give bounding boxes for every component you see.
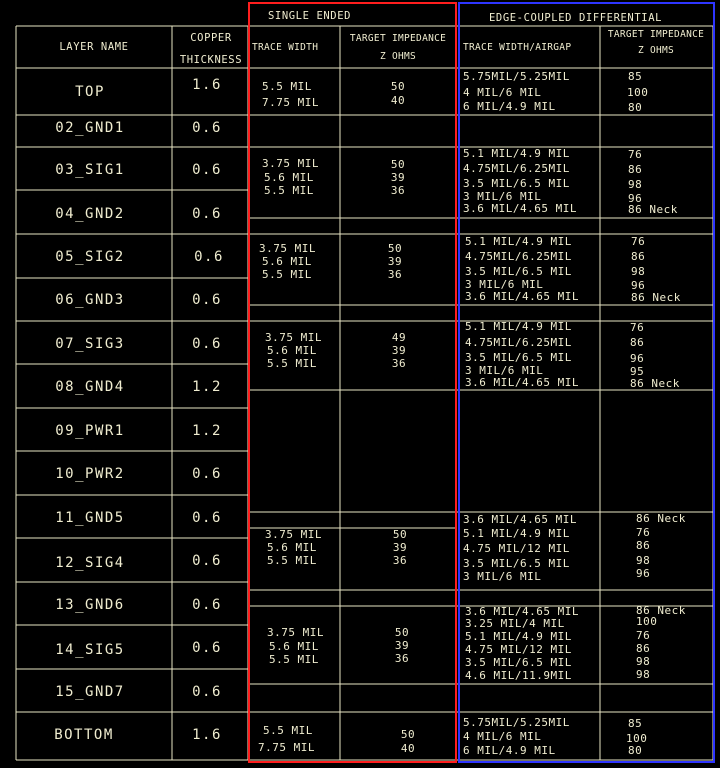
copper-thickness: 0.6: [192, 206, 222, 222]
layer-name: 08_GND4: [55, 379, 125, 395]
trace-airgap-value: 3.6 MIL/4.65 MIL: [465, 605, 579, 618]
trace-airgap-value: 4.75 MIL/12 MIL: [465, 643, 572, 656]
impedance-value: 100: [636, 615, 658, 628]
impedance-value: 80: [628, 744, 643, 757]
impedance-value: 76: [631, 235, 646, 248]
layer-name: BOTTOM: [54, 727, 114, 743]
impedance-value: 39: [387, 255, 403, 268]
impedance-value: 98: [636, 668, 651, 681]
impedance-value: 76: [636, 526, 651, 539]
trace-airgap-value: 5.1 MIL/4.9 MIL: [465, 320, 572, 333]
impedance-value: 50: [400, 728, 416, 741]
diff-target-header-line1: TARGET IMPEDANCE: [607, 29, 705, 40]
trace-width-value: 7.75 MIL: [258, 741, 315, 754]
impedance-value: 86 Neck: [636, 512, 686, 525]
trace-airgap-value: 3.5 MIL/6.5 MIL: [465, 351, 572, 364]
copper-thickness: 0.6: [194, 249, 224, 265]
impedance-value: 50: [392, 528, 408, 541]
copper-thickness: 0.6: [192, 466, 222, 482]
trace-airgap-value: 3.5 MIL/6.5 MIL: [465, 265, 572, 278]
copper-header-line2: THICKNESS: [179, 54, 243, 66]
target-impedance-header-line2: Z OHMS: [379, 51, 417, 62]
layer-name: 04_GND2: [55, 206, 125, 222]
layer-name: 15_GND7: [55, 684, 125, 700]
impedance-value: 39: [394, 639, 410, 652]
impedance-value: 100: [626, 732, 648, 745]
impedance-value: 80: [628, 101, 643, 114]
impedance-value: 86 Neck: [628, 203, 678, 216]
copper-thickness: 0.6: [192, 597, 222, 613]
trace-airgap-value: 3.5 MIL/6.5 MIL: [465, 656, 572, 669]
impedance-value: 36: [387, 268, 403, 281]
copper-thickness: 0.6: [192, 162, 222, 178]
trace-width-value: 3.75 MIL: [265, 331, 322, 344]
layer-name: 11_GND5: [55, 510, 125, 526]
layer-name: 12_SIG4: [55, 555, 125, 571]
edge-coupled-title: EDGE-COUPLED DIFFERENTIAL: [489, 12, 663, 24]
trace-airgap-value: 3.6 MIL/4.65 MIL: [463, 202, 577, 215]
trace-airgap-value: 3.6 MIL/4.65 MIL: [463, 513, 577, 526]
impedance-value: 76: [628, 148, 643, 161]
trace-width-header: TRACE WIDTH: [252, 42, 319, 53]
layer-name: 02_GND1: [55, 120, 125, 136]
trace-airgap-value: 3.5 MIL/6.5 MIL: [463, 557, 570, 570]
trace-width-value: 5.6 MIL: [267, 541, 317, 554]
trace-width-value: 7.75 MIL: [262, 96, 319, 109]
trace-airgap-value: 5.1 MIL/4.9 MIL: [465, 235, 572, 248]
impedance-value: 36: [390, 184, 406, 197]
impedance-value: 95: [630, 365, 645, 378]
copper-thickness: 0.6: [192, 553, 222, 569]
trace-width-value: 5.6 MIL: [262, 255, 312, 268]
copper-thickness: 0.6: [192, 510, 222, 526]
impedance-value: 85: [628, 70, 643, 83]
trace-airgap-value: 6 MIL/4.9 MIL: [463, 100, 556, 113]
diff-target-header-line2: Z OHMS: [637, 45, 675, 56]
copper-thickness: 0.6: [192, 684, 222, 700]
single-ended-title: SINGLE ENDED: [268, 10, 352, 22]
trace-width-value: 3.75 MIL: [262, 157, 319, 170]
impedance-value: 86: [630, 336, 645, 349]
copper-thickness: 1.2: [192, 379, 222, 395]
trace-width-value: 3.75 MIL: [265, 528, 322, 541]
layer-name-header: LAYER NAME: [59, 41, 129, 53]
layer-name: 06_GND3: [55, 292, 125, 308]
trace-airgap-value: 4.75MIL/6.25MIL: [465, 250, 572, 263]
impedance-value: 96: [630, 352, 645, 365]
trace-airgap-value: 6 MIL/4.9 MIL: [463, 744, 556, 757]
copper-thickness: 0.6: [192, 640, 222, 656]
impedance-value: 39: [390, 171, 406, 184]
trace-width-value: 3.75 MIL: [259, 242, 316, 255]
trace-airgap-value: 3 MIL/6 MIL: [465, 278, 544, 291]
trace-airgap-value: 5.1 MIL/4.9 MIL: [463, 527, 570, 540]
trace-airgap-value: 4.75MIL/6.25MIL: [463, 162, 570, 175]
trace-width-value: 5.6 MIL: [267, 344, 317, 357]
impedance-value: 96: [631, 279, 646, 292]
impedance-value: 86: [631, 250, 646, 263]
layer-name: 10_PWR2: [55, 466, 125, 482]
impedance-value: 86: [636, 642, 651, 655]
trace-width-value: 3.75 MIL: [267, 626, 324, 639]
target-impedance-header-line1: TARGET IMPEDANCE: [349, 33, 447, 44]
trace-airgap-value: 4.75 MIL/12 MIL: [463, 542, 570, 555]
layer-rows: [54, 77, 224, 743]
impedance-value: 100: [627, 86, 649, 99]
trace-airgap-value: 4.75MIL/6.25MIL: [465, 336, 572, 349]
trace-airgap-value: 3.6 MIL/4.65 MIL: [465, 376, 579, 389]
impedance-value: 86: [636, 539, 651, 552]
impedance-value: 96: [628, 192, 643, 205]
impedance-value: 86 Neck: [636, 604, 686, 617]
trace-airgap-value: 5.1 MIL/4.9 MIL: [465, 630, 572, 643]
trace-width-value: 5.5 MIL: [267, 357, 317, 370]
differential-data: [463, 70, 686, 757]
layer-name: 03_SIG1: [55, 162, 125, 178]
trace-airgap-value: 3.6 MIL/4.65 MIL: [465, 290, 579, 303]
trace-airgap-value: 3 MIL/6 MIL: [463, 190, 542, 203]
trace-width-value: 5.5 MIL: [269, 653, 319, 666]
trace-airgap-value: 5.75MIL/5.25MIL: [463, 716, 570, 729]
impedance-value: 86 Neck: [631, 291, 681, 304]
copper-thickness: 0.6: [192, 336, 222, 352]
impedance-value: 76: [636, 629, 651, 642]
impedance-value: 40: [400, 742, 416, 755]
copper-thickness: 1.6: [192, 727, 222, 743]
trace-airgap-value: 3.25 MIL/4 MIL: [465, 617, 565, 630]
layer-name: TOP: [75, 84, 105, 100]
layer-name: 14_SIG5: [55, 642, 125, 658]
diff-trace-header: TRACE WIDTH/AIRGAP: [463, 42, 572, 53]
trace-airgap-value: 4 MIL/6 MIL: [463, 730, 542, 743]
layer-name: 05_SIG2: [55, 249, 125, 265]
impedance-value: 96: [636, 567, 651, 580]
impedance-value: 39: [392, 541, 408, 554]
impedance-value: 39: [391, 344, 407, 357]
layer-name: 07_SIG3: [55, 336, 125, 352]
impedance-value: 50: [390, 158, 406, 171]
impedance-value: 49: [391, 331, 407, 344]
trace-width-value: 5.5 MIL: [264, 184, 314, 197]
copper-header-line1: COPPER: [190, 32, 232, 44]
impedance-value: 98: [631, 265, 646, 278]
trace-airgap-value: 4 MIL/6 MIL: [463, 86, 542, 99]
impedance-value: 40: [390, 94, 406, 107]
impedance-value: 50: [387, 242, 403, 255]
trace-width-value: 5.5 MIL: [262, 268, 312, 281]
copper-thickness: 0.6: [192, 292, 222, 308]
trace-width-value: 5.5 MIL: [267, 554, 317, 567]
impedance-value: 76: [630, 321, 645, 334]
impedance-value: 98: [628, 178, 643, 191]
copper-thickness: 0.6: [192, 120, 222, 136]
impedance-value: 36: [391, 357, 407, 370]
trace-airgap-value: 3 MIL/6 MIL: [463, 570, 542, 583]
impedance-value: 36: [392, 554, 408, 567]
trace-airgap-value: 3 MIL/6 MIL: [465, 364, 544, 377]
trace-airgap-value: 5.1 MIL/4.9 MIL: [463, 147, 570, 160]
trace-airgap-value: 4.6 MIL/11.9MIL: [465, 669, 572, 682]
layer-name: 09_PWR1: [55, 423, 125, 439]
trace-airgap-value: 3.5 MIL/6.5 MIL: [463, 177, 570, 190]
layer-name: 13_GND6: [55, 597, 125, 613]
impedance-value: 98: [636, 655, 651, 668]
trace-width-value: 5.5 MIL: [262, 80, 312, 93]
impedance-value: 50: [390, 80, 406, 93]
impedance-value: 50: [394, 626, 410, 639]
impedance-value: 36: [394, 652, 410, 665]
trace-width-value: 5.5 MIL: [263, 724, 313, 737]
impedance-value: 85: [628, 717, 643, 730]
impedance-value: 98: [636, 554, 651, 567]
copper-thickness: 1.6: [192, 77, 222, 93]
trace-width-value: 5.6 MIL: [269, 640, 319, 653]
impedance-value: 86 Neck: [630, 377, 680, 390]
trace-width-value: 5.6 MIL: [264, 171, 314, 184]
copper-thickness: 1.2: [192, 423, 222, 439]
impedance-value: 86: [628, 163, 643, 176]
trace-airgap-value: 5.75MIL/5.25MIL: [463, 70, 570, 83]
single-ended-data: [258, 80, 415, 755]
